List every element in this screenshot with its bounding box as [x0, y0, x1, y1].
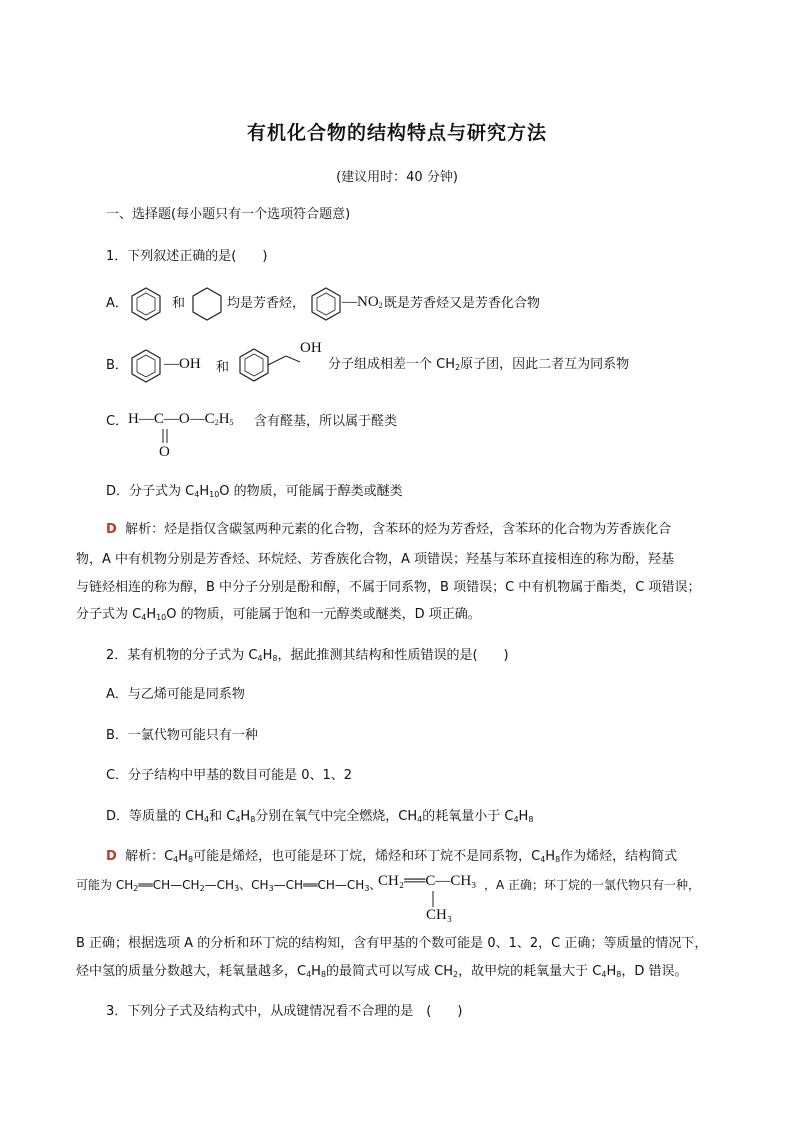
q2-option-d: D．等质量的 $CH_4$和 $C_4H_8$分别在氧气中完全燃烧，$CH_4$的耗氧量小于 $C_4H_8$ — [106, 809, 534, 824]
q2-analysis-line3: B 正确；根据选项 A 的分析和环丁烷的结构知，含有甲基的个数可能是 0、1、2，C 正确；等质量的情况下， — [76, 936, 708, 951]
q1-option-b-text: 分子组成相差一个 $CH_2$原子团，因此二者互为同系物 — [328, 357, 630, 372]
benzene-ring-icon — [308, 285, 344, 321]
methyl-branch: CH₃ — [426, 907, 453, 923]
q2-analysis-line1: D 解析：$C_4H_8$可能是烯烃，也可能是环丁烷，烯烃和环丁烷不是同系物，$C_4H_8$作为烯烃，结构简式 — [106, 849, 678, 864]
carbonyl-oxygen: O — [159, 444, 170, 460]
ester-formula: $H—C—O—C_2H_5$ — [128, 411, 234, 427]
q2-analysis-line4: 烃中氢的质量分数越大，耗氧量越多，$C_4H_8$的最简式可以写成 $CH_2$，故甲烷的耗氧量大于 $C_4H_8$，D 错误。 — [76, 964, 688, 979]
q2-option-c: C．分子结构中甲基的数目可能是 0、1、2 — [106, 768, 353, 783]
q2-stem: 2．某有机物的分子式为 $C_4H_8$，据此推测其结构和性质错误的是( ) — [106, 648, 509, 663]
q1-analysis-line1: D 解析：烃是指仅含碳氢两种元素的化合物，含苯环的烃为芳香烃，含苯环的化合物为芳香族化合 — [106, 522, 672, 537]
isobutene-structure: CH₂══C—CH₃ — [378, 873, 477, 889]
hydroxyl-group: —OH — [164, 356, 201, 372]
branch-bond — [430, 890, 436, 908]
recommended-time: (建议用时：40 分钟) — [336, 170, 458, 185]
q1-option-a-and: 和 — [172, 296, 186, 311]
cyclohexane-ring-icon — [189, 285, 225, 321]
q1-option-a-label: A． — [106, 296, 128, 311]
q1-analysis-line3: 与链烃相连的称为醇，B 中分子分别是酚和醇，不属于同系物，B 项错误；C 中有机物属于酯类，C 项错误； — [76, 580, 701, 595]
q1-option-a-text1: 均是芳香烃， — [227, 296, 306, 311]
q1-option-c-text: 含有醛基，所以属于醛类 — [254, 414, 398, 429]
nitro-group: $—NO_2$ — [342, 294, 383, 310]
q1-option-b-and: 和 — [216, 360, 230, 375]
q2-analysis-line2-end: ，A 正确；环丁烷的一氯代物只有一种， — [484, 878, 701, 892]
q1-option-d: D．分子式为 $C_4H_{10}O$ 的物质，可能属于醇类或醚类 — [106, 484, 403, 499]
q1-analysis-line4: 分子式为 $C_4H_{10}O$ 的物质，可能属于饱和一元醇类或醚类，D 项正确。 — [76, 607, 481, 622]
answer-letter: D — [106, 849, 117, 864]
phenol-ring-icon — [128, 347, 164, 383]
hydroxyl-label: OH — [300, 340, 322, 356]
q2-analysis-line2: 可能为 $CH_2══CH—CH_2—CH_3$、$CH_3—CH══CH—CH_3$、 — [76, 878, 382, 893]
carbonyl-double-bond — [160, 427, 170, 445]
q1-stem: 1．下列叙述正确的是( ) — [106, 249, 268, 264]
page-title: 有机化合物的结构特点与研究方法 — [246, 122, 547, 144]
q2-option-b: B．一氯代物可能只有一种 — [106, 728, 258, 743]
section-heading: 一、选择题(每小题只有一个选项符合题意) — [106, 207, 351, 222]
q2-option-a: A．与乙烯可能是同系物 — [106, 687, 245, 702]
q1-option-b-label: B． — [106, 358, 128, 373]
q1-option-a-text2: 既是芳香烃又是芳香化合物 — [384, 296, 541, 311]
benzene-ring-icon — [128, 285, 164, 321]
q1-option-c-label: C． — [106, 414, 129, 429]
q1-analysis-line2: 物，A 中有机物分别是芳香烃、环烷烃、芳香族化合物，A 项错误；羟基与苯环直接相连的称为酚，羟基 — [76, 552, 675, 567]
q3-stem: 3．下列分子式及结构式中，从成键情况看不合理的是 ( ) — [106, 1004, 463, 1019]
answer-letter: D — [106, 522, 117, 537]
